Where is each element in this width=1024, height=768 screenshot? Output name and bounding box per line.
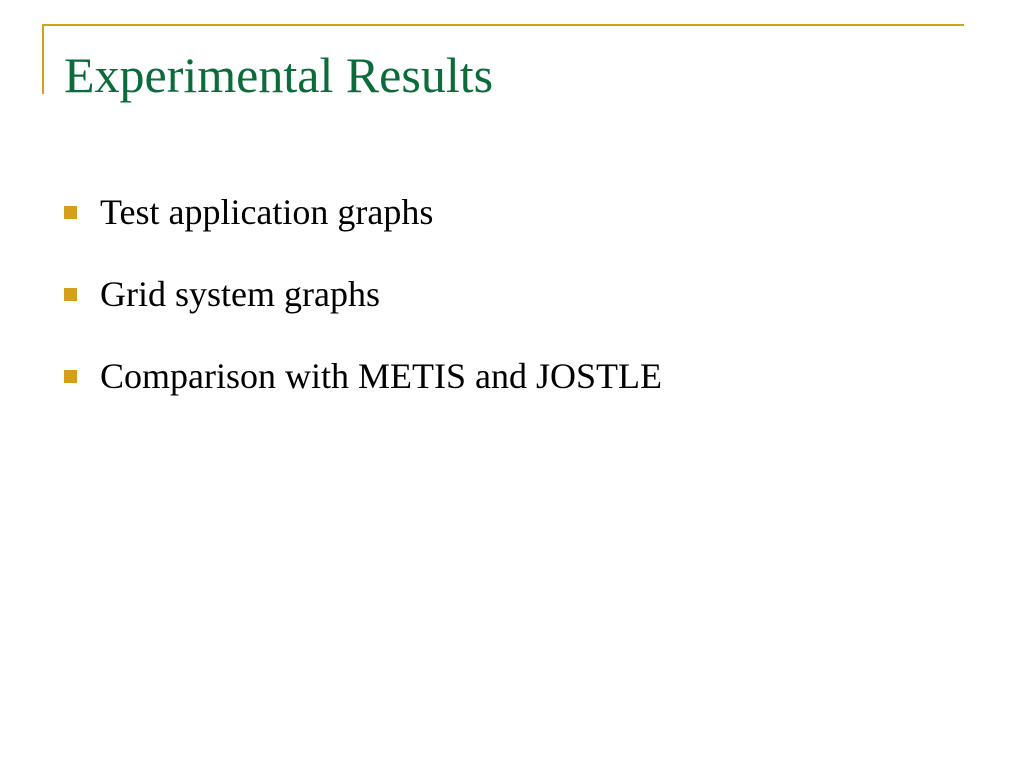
bullet-item <box>64 352 662 400</box>
accent-line-left <box>42 24 44 94</box>
square-bullet-icon <box>64 370 77 383</box>
bullet-list <box>64 188 662 434</box>
accent-line-top <box>42 24 964 26</box>
bullet-item <box>64 270 662 318</box>
square-bullet-icon <box>64 206 77 219</box>
square-bullet-icon <box>64 288 77 301</box>
slide-title: Experimental Results <box>64 47 494 103</box>
bullet-text: Comparison with METIS and JOSTLE <box>100 356 662 396</box>
bullet-text: Grid system graphs <box>100 274 380 314</box>
bullet-text: Test application graphs <box>100 192 434 232</box>
bullet-item <box>64 188 662 236</box>
